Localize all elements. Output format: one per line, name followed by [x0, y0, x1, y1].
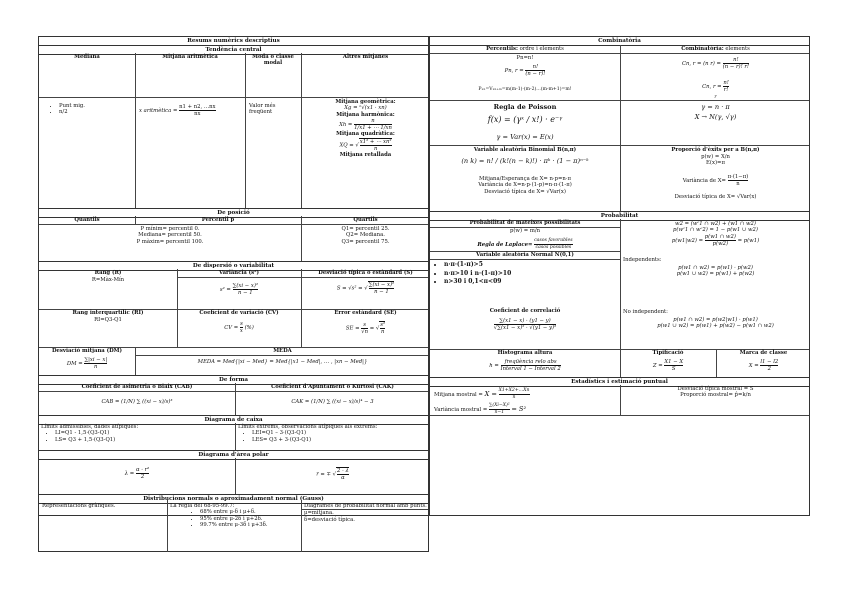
mat-title: Probabilitat de mateixes possibilitats: [469, 220, 581, 226]
binom-title: Variable aleatòria Binomial B(n,π): [473, 147, 577, 153]
geo-formula: Xg = ⁿ√(x1 · xn): [344, 105, 387, 112]
tip-title: Tipificació: [652, 350, 684, 356]
est-right: Desviació típica mostral = S Proporció mostral= p̂=k/n: [677, 386, 754, 399]
prop-lines: p(w) = X/n E(x)=π: [701, 154, 730, 167]
perc-pnr: Pn, r = $\frac{n!}{(n - r)!}$: [504, 64, 546, 77]
probability-header: Probabilitat: [430, 211, 809, 221]
cv-label: Coeficient de variació (CV): [199, 310, 279, 316]
moda-text: Valor més freqüent: [249, 103, 276, 116]
binom-formula: (n k) = n! / (k!(n − k)!) · πᵏ · (1 − π)ⁿ⁻ᵏ: [461, 157, 589, 165]
norm-list: • n·π·(1-π)>5 • n·π>10 i n·(1-π)>10 • n>30 i 0,1<π<09: [430, 261, 511, 287]
prop-dt: Desviació típica de X= √Var(x): [674, 194, 757, 200]
gauss-left: Representacions gràfiques.: [42, 503, 116, 509]
est-mitjana: Mitjana mostral = X = $\frac{X1+X2+\dots Xn}{n}$: [434, 388, 530, 400]
col-percentil: Percentil p: [201, 217, 235, 223]
hist-title: Histograma altura: [497, 350, 553, 356]
indep-lines: p(w1 ∩ w2) = p(w1) · p(w2) p(w1 ∪ w2) = p(w1) + p(w2): [676, 265, 755, 278]
prop-title: Proporció d'èxits per a B(n,π): [671, 147, 760, 153]
lambda-formula: λ = $\frac{\text{α · r²}}{2}$: [124, 467, 150, 480]
prob-conditional: p(w1|w2) = $\frac{p(w1 \cap w2)}{p(w2)}$ = p(w1): [671, 233, 760, 247]
var-label: Variància (s²): [219, 270, 259, 276]
cv-formula: CV = $\frac{s}{x}$ (%): [224, 321, 254, 334]
poisson-var: γ = Var(x) = E(x): [496, 133, 554, 141]
quad-formula: XQ = √ $\frac{\text{x1² + ⋯ xn²}}{n}$: [339, 138, 392, 152]
percentil-lines: P mínim= percentil 0. Mediana= percentil 50. P màxim= percentil 100.: [136, 226, 204, 245]
boxplot-header: Diagrama de caixa: [39, 415, 428, 425]
nonindep-lines: p(w1 ∩ w2) = p(w2|w1) · p(w1) p(w1 ∪ w2) = p(w1) + p(w2) − p(w1 ∩ w2): [657, 317, 774, 330]
se-formula: SE = $\frac{s}{√n}$ = √ $\frac{\text{s²}}{n}$: [345, 321, 386, 335]
shape-header: De forma: [39, 375, 428, 385]
gauss-rule: La regla del 68-95-99.7: • 68% entre μ-δ i μ+δ. • 95% entre μ-2δ i μ+2δ. • 99.7% entre μ-3δ i μ+3δ.: [170, 503, 300, 529]
hist-formula: h = $\frac{\text{freqüència relo abs}}{\text{Interval 1 − Interval 2}}$: [489, 359, 561, 372]
comb-header: Combinatòria: elements: [681, 46, 750, 52]
indep-title: Independents:: [623, 257, 662, 263]
ri-label: Rang interquartílic (RI): [72, 310, 144, 316]
dm-label: Desviació mitjana (DM): [51, 348, 123, 354]
marca-formula: X = $\frac{l1 - l2}{2}$: [748, 359, 779, 372]
perc-prm: Pₓₙ=Vₓₙ₊ₘ=m(m-1)·(m-2)…(m-m+1)=m!: [478, 87, 572, 92]
gauss-section: [38, 500, 429, 552]
central-tendency-header: Tendència central: [39, 45, 428, 55]
mat-pw: p(w) = m/n: [509, 228, 541, 234]
corr-title: Coeficient de correlació: [489, 308, 561, 314]
col-moda: Moda o classe modal: [252, 54, 294, 67]
col-mediana: Mediana: [74, 54, 100, 60]
comb-cnr2: Cn, r = $\frac{n!}{r!}$: [702, 80, 729, 93]
col-quartils: Quartils: [353, 217, 378, 223]
position-header: De posició: [39, 208, 428, 218]
norm-title: Variable aleatòria Normal N(0,1): [476, 252, 574, 258]
cak-label: Coeficient d'Apuntament o Kurtosi (CAK): [271, 384, 394, 390]
quad-label: Mitjana quadràtica:: [336, 131, 395, 138]
prop-var: Variància de X= $\frac{\pi\cdot(1-\pi)}{n}$: [682, 174, 749, 187]
radius-formula: r = ∓ √ $\frac{2 \cdot \lambda}{\alpha}$: [316, 468, 349, 481]
marca-title: Marca de classe: [739, 350, 788, 356]
gauss-right: Diagrames de probabilitat normal amb punts. μ=mitjana. δ=desviació típica.: [304, 503, 428, 523]
col-quantils: Quantils: [74, 217, 100, 223]
poisson-title: Regla de Poisson: [493, 103, 557, 111]
perc-pn: Pn=n!: [516, 55, 534, 61]
harm-label: Mitjana harmònica:: [336, 111, 395, 118]
estimation-header: Estadístics i estimació puntual: [430, 377, 809, 387]
retallada-label: Mitjana retallada: [339, 151, 392, 158]
cab-label: Coeficient de asimetria o Biaix (CAB): [81, 384, 193, 390]
polar-header: Diagrama d'àrea polar: [39, 450, 428, 460]
dt-formula: S = √s² = √ $\frac{\text{∑(xi − x)²}}{n - 1}$: [336, 282, 395, 295]
col-mitjana: Mitjana aritmètica: [162, 54, 218, 60]
dispersion-header: De dispersió o variabilitat: [39, 261, 428, 271]
harm-formula: Xh = $\frac{n}{1/x1 + \cdots 1/xn}$: [339, 118, 392, 132]
formula-sheet: [38, 36, 810, 516]
dm-formula: DM = $\frac{\sum|xi - x|}{n}$: [66, 357, 108, 370]
mediana-list: [45, 103, 85, 116]
binom-lines: Mitjana/Esperança de X= n·p=n·π Variància de X=n·p·(1-p)=n·π·(1-π) Desviació típica de X= √Var(x): [478, 176, 572, 195]
nonindep-title: No independent:: [623, 309, 668, 315]
col-altres: Altres mitjanes: [342, 54, 389, 60]
rang-formula: R=Màx-Mín: [91, 277, 125, 283]
laplace: Regla de Laplace= $\frac{\text{casos favorables}}{\text{casos possibles}}$: [477, 238, 573, 250]
se-label: Error estàndard (SE): [334, 310, 397, 316]
poisson-gamma: γ = n · π: [701, 103, 730, 111]
altres-mitjanes: [301, 99, 429, 158]
var-formula: s² = $\frac{\text{∑(xi − x)²}}{n - 1}$: [219, 283, 259, 296]
mitjana-formula: x aritmètica = $\frac{n1 + n2, \dots nx}{nx}$: [139, 104, 216, 117]
poisson-norm: X → N(γ, √γ): [694, 113, 737, 121]
corr-formula: $\frac{\sum(x1 - x) \cdot (y1 - y)}{\text{√∑(x1 − x)² · √(y1 − y)²}}$: [493, 318, 557, 331]
ri-formula: RI=Q3-Q1: [94, 317, 122, 323]
meda-label: MEDA: [273, 348, 292, 354]
boxplot-admissible: Límits admissibles, dades atípiques: • LI=Q1 - 1,5·(Q3-Q1) • LS= Q3 + 1,5·(Q3-Q1): [41, 424, 233, 443]
combinatorics-panel: [429, 36, 810, 516]
meda-formula: MEDA = Med{|xi − Med} = Med{|x1 − Med|, … , |xn − Med|}: [197, 359, 368, 365]
quartil-lines: Q1= percentil 25. Q2= Mediana. Q3= percentil 75.: [341, 226, 390, 245]
rang-label: Rang (R): [94, 270, 122, 276]
comb-foot: r: [714, 95, 717, 100]
tip-formula: Z = $\frac{X1 - X}{S}$: [652, 359, 684, 372]
descriptive-summary-panel: [38, 36, 429, 516]
prob-rules: w2 = (wᶜ1 ∩ w2) + (w1 ∩ w2) p(wᶜ1 ∩ wᶜ2) = 1 − p(w1 ∪ w2) p(w1|w2) = $\frac{p(w1 \cap w2)}{p(w2)}$ = p(w1): [620, 221, 810, 247]
mediana-item: • Punt mig.: [59, 103, 85, 109]
cak-formula: CAK = (1/N) ∑ ((xi − x)/s)⁴ − 3: [291, 399, 374, 405]
mediana-item: • n/2: [59, 109, 85, 115]
cab-formula: CAB = (1/N) ∑ ((xi − x)/s)³: [101, 399, 173, 405]
perc-header: Percentils: ordre i elements: [486, 46, 564, 52]
est-variancia: Variància mostral = $\frac{\text{∑(Xi−X)²}}{n-1}$ = S²: [434, 403, 527, 415]
geo-label: Mitjana geomètrica:: [335, 99, 396, 105]
dt-label: Desviació típica o estàndard (S): [318, 270, 413, 276]
descriptive-title: Resums numèrics descriptius: [39, 37, 428, 46]
gauss-header: Distribucions normals o aproximadament normal (Gauss): [39, 494, 428, 504]
combinatorics-title: Combinatòria: [430, 37, 809, 46]
poisson-f: f(x) = (γˣ / x!) · e⁻ᵞ: [487, 115, 563, 124]
boxplot-extreme: Límits extrems, observacions atípiques als extrems: • LEI=Q1 – 3·(Q3-Q1) • LES= Q3 + 3·(Q3-Q1): [238, 424, 428, 443]
comb-cnr1: Cn, r = (n r) = $\frac{n!}{(n - r)! r!}$: [681, 57, 750, 70]
